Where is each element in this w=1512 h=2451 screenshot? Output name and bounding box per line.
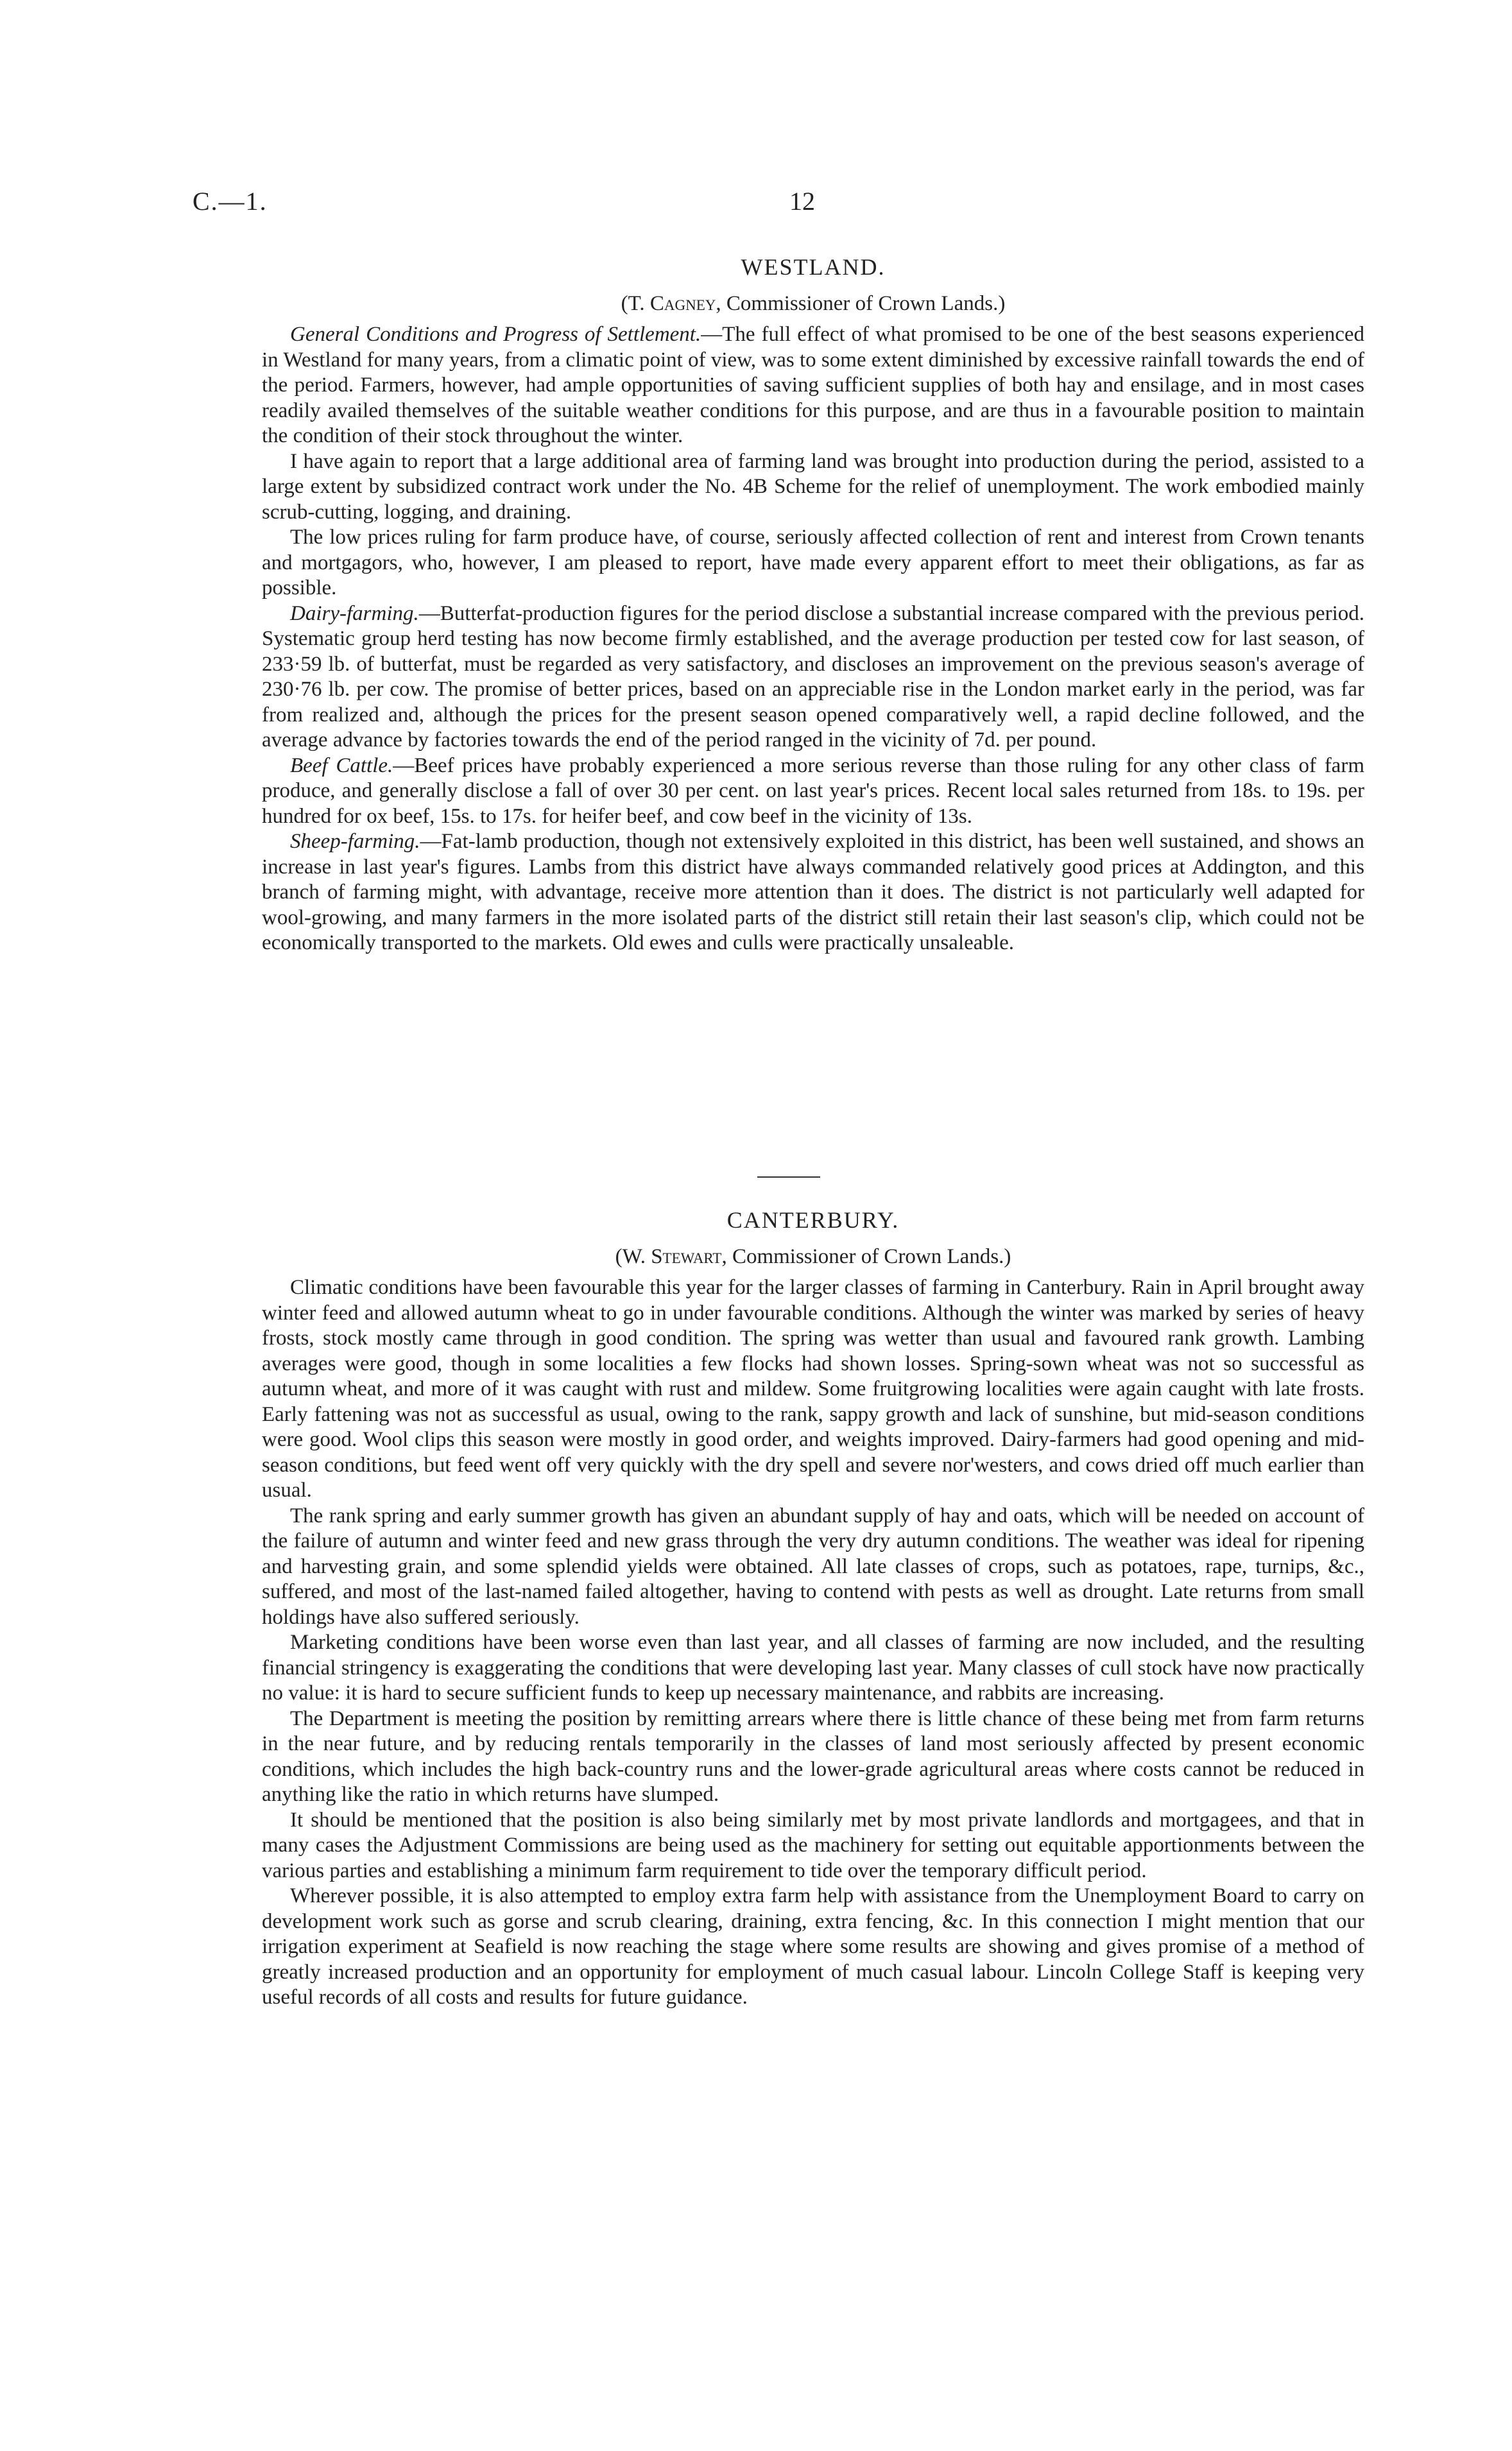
- paragraph-heading: Dairy-farming.: [290, 601, 419, 625]
- canterbury-section: [262, 1207, 1364, 2011]
- paragraph-text: —Fat-lamb production, though not extensively exploited in this district, has been well sustained, and shows an increase in last year's figures. Lambs from this district have always commanded relatively good prices at Addington, and this branch of farming might, with advantage, receive more attention than it does. The district is not particularly well adapted for wool-growing, and many farmers in the more isolated parts of the district still retain their last season's clip, which could not be economically transported to the markets. Old ewes and culls were practically unsaleable.: [262, 830, 1364, 954]
- section-title: CANTERBURY.: [726, 1207, 900, 1233]
- paragraph-text: —The full effect of what promised to be one of the best seasons experienced in Westland for many years, from a climatic point of view, was to some extent diminished by excessive rainfall towards the end of the period. Farmers, however, had ample opportunities of saving sufficient supplies of both hay and ensilage, and in most cases readily availed themselves of the suitable weather conditions for this purpose, and are thus in a favourable position to maintain the condition of their stock throughout the winter.: [262, 323, 1364, 447]
- paragraph-text: I have again to report that a large additional area of farming land was brought into production during the period, assisted to a large extent by subsidized contract work under the No. 4B Scheme for the relief of unemployment. The work embodied mainly scrub-cutting, logging, and draining.: [262, 449, 1364, 524]
- paragraph: [262, 1884, 1364, 2011]
- paragraph-text: Marketing conditions have been worse even than last year, and all classes of farming are now included, and the resulting financial stringency is exaggerating the conditions that were developing last year. Many classes of cull stock have now practically no value: it is hard to secure sufficient funds to keep up necessary maintenance, and rabbits are increasing.: [262, 1631, 1364, 1705]
- page-code: C.—1.: [193, 187, 268, 216]
- paragraph: [262, 322, 1364, 449]
- byline-name: Cagney: [649, 292, 716, 315]
- paragraph: [262, 1275, 1364, 1504]
- westland-section: [262, 254, 1364, 956]
- paragraph: [262, 1504, 1364, 1631]
- byline-suffix: , Commissioner of Crown Lands.): [716, 292, 1006, 315]
- byline-suffix: , Commissioner of Crown Lands.): [721, 1245, 1011, 1268]
- byline-name: Stewart: [651, 1245, 722, 1268]
- paragraph-text: —Butterfat-production figures for the period disclose a substantial increase compared with the previous period. Systematic group herd testing has now become firmly established, and the average production per tested cow for last season, of 233·59 lb. of butterfat, must be regarded as very satisfactory, and discloses an improvement on the previous season's average of 230·76 lb. per cow. The promise of better prices, based on an appreciable rise in the London market early in the period, was far from realized and, although the prices for the present season opened comparatively well, a rapid decline followed, and the average advance by factories towards the end of the period ranged in the vicinity of 7d. per pound.: [262, 601, 1364, 752]
- paragraph-heading: Beef Cattle.: [290, 753, 393, 777]
- paragraph: [262, 601, 1364, 753]
- paragraph-text: Climatic conditions have been favourable this year for the larger classes of farming in Canterbury. Rain in April brought away winter feed and allowed autumn wheat to go in under favourable conditions. Although the winter was marked by series of heavy frosts, stock mostly came through in good condition. The spring was wetter than usual and favoured rank growth. Lambing averages were good, though in some localities a few flocks had shown losses. Spring-sown wheat was not so successful as autumn wheat, and more of it was caught with rust and mildew. Some fruitgrowing localities were again caught with late frosts. Early fattening was not as successful as usual, owing to the rank, sappy growth and lack of sunshine, but mid-season conditions were good. Wool clips this season were mostly in good order, and weights improved. Dairy-farmers had good opening and mid-season conditions, but feed went off very quickly with the dry spell and severe nor'westers, and cows dried off much earlier than usual.: [262, 1276, 1364, 1502]
- paragraph: [262, 1707, 1364, 1808]
- paragraph-text: —Beef prices have probably experienced a more serious reverse than those ruling for any other class of farm produce, and generally disclose a fall of over 30 per cent. on last year's prices. Recent local sales returned from 18s. to 19s. per hundred for ox beef, 15s. to 17s. for heifer beef, and cow beef in the vicinity of 13s.: [262, 753, 1364, 828]
- section-divider: [757, 1176, 820, 1178]
- paragraph: [262, 1808, 1364, 1884]
- section-byline: [262, 1245, 1364, 1269]
- paragraph-heading: General Conditions and Progress of Settlement.: [290, 323, 701, 346]
- section-byline: [262, 292, 1364, 316]
- paragraph: [262, 829, 1364, 956]
- section-title: WESTLAND.: [741, 254, 886, 280]
- paragraph-heading: Sheep-farming.: [290, 830, 420, 853]
- byline-prefix: (T.: [621, 292, 650, 315]
- paragraph-text: The Department is meeting the position by remitting arrears where there is little chance of these being met from farm returns in the near future, and by reducing rentals temporarily in the classes of land most seriously affected by present economic conditions, which includes the high back-country runs and the lower-grade agricultural areas where costs cannot be reduced in anything like the ratio in which returns have slumped.: [262, 1707, 1364, 1806]
- paragraph: [262, 1630, 1364, 1707]
- paragraph-text: The rank spring and early summer growth has given an abundant supply of hay and oats, which will be needed on account of the failure of autumn and winter feed and new grass through the very dry autumn conditions. The weather was ideal for ripening and harvesting grain, and some splendid yields were obtained. All late classes of crops, such as potatoes, rape, turnips, &c., suffered, and most of the last-named failed altogether, having to contend with pests as well as drought. Late returns from small holdings have also suffered seriously.: [262, 1504, 1364, 1629]
- paragraph: [262, 753, 1364, 830]
- paragraph-text: Wherever possible, it is also attempted to employ extra farm help with assistance from the Unemployment Board to carry on development work such as gorse and scrub clearing, draining, extra fencing, &c. In this connection I might mention that our irrigation experiment at Seafield is now reaching the stage where some results are showing and gives promise of a method of greatly increased production and an opportunity for employment of much casual labour. Lincoln College Staff is keeping very useful records of all costs and results for future guidance.: [262, 1884, 1364, 2009]
- paragraph: [262, 525, 1364, 601]
- paragraph-text: The low prices ruling for farm produce have, of course, seriously affected collection of rent and interest from Crown tenants and mortgagors, who, however, I am pleased to report, have made every apparent effort to meet their obligations, as far as possible.: [262, 526, 1364, 599]
- paragraph: [262, 449, 1364, 526]
- byline-prefix: (W.: [615, 1245, 651, 1268]
- paragraph-text: It should be mentioned that the position is also being similarly met by most private landlords and mortgagees, and that in many cases the Adjustment Commissions are being used as the machinery for setting out equitable apportionments between the various parties and establishing a minimum farm requirement to tide over the temporary difficult period.: [262, 1808, 1364, 1882]
- page-number: 12: [789, 187, 815, 216]
